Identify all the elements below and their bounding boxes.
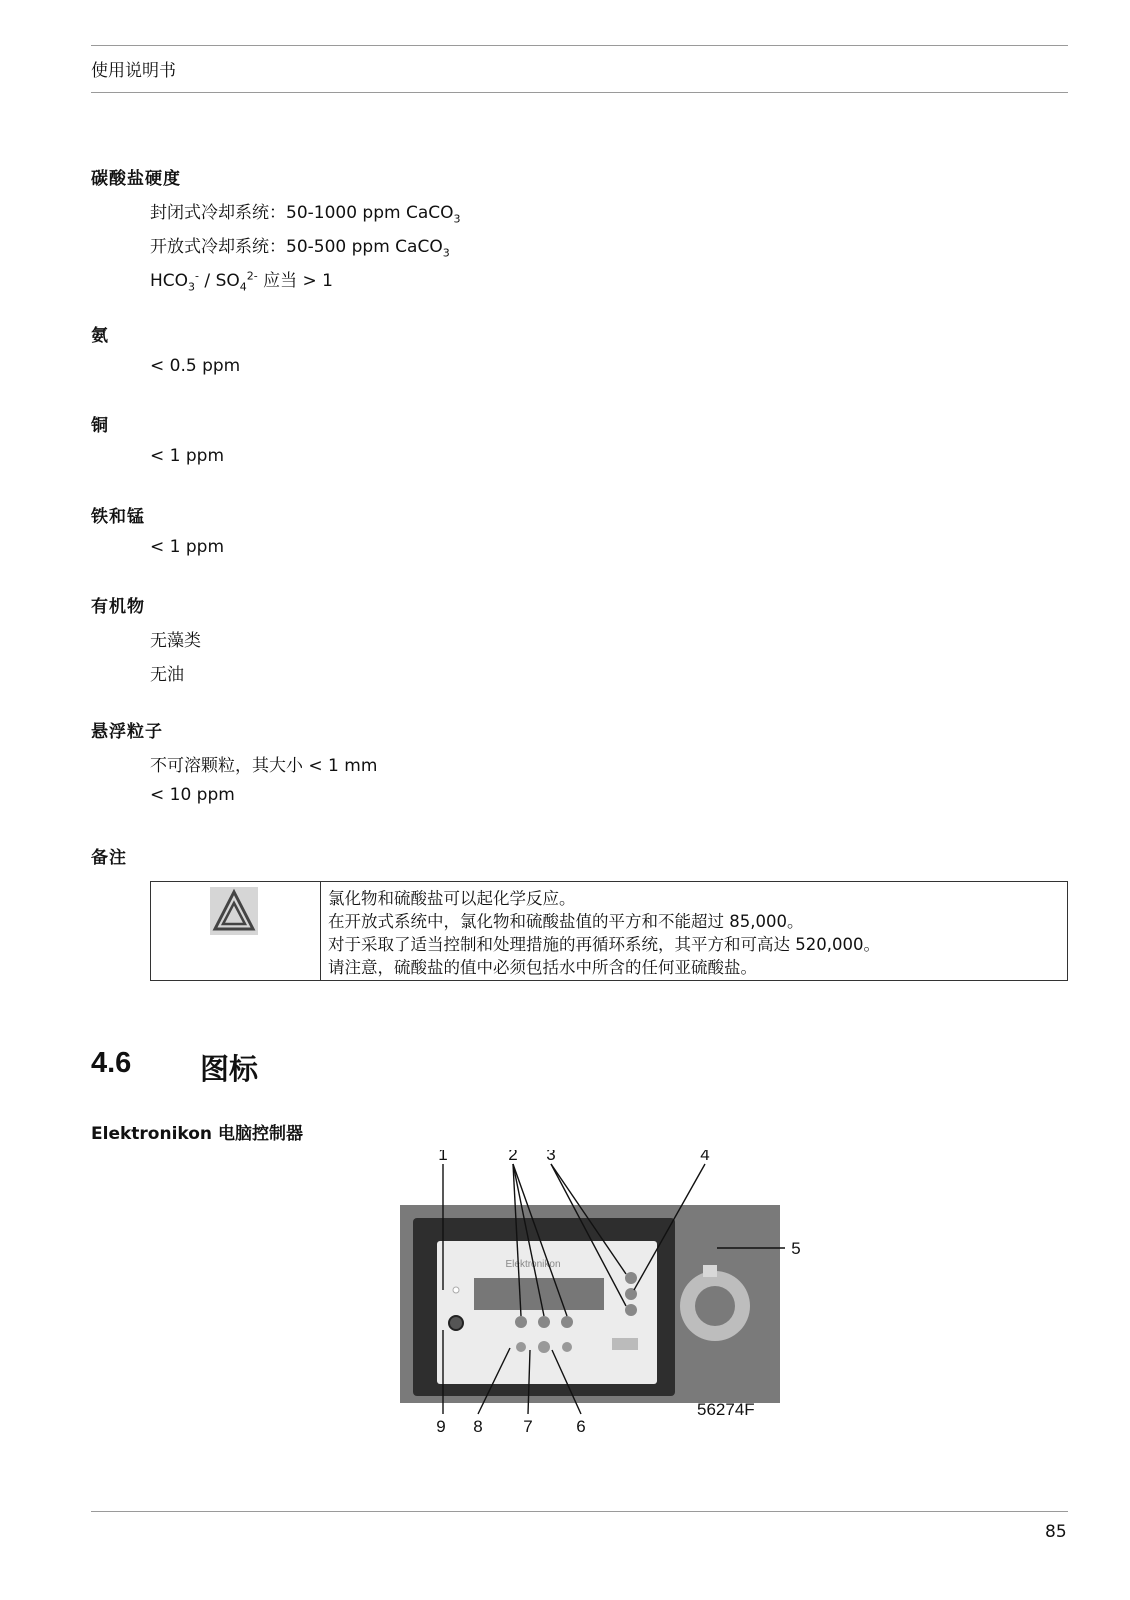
subscript: 3 xyxy=(442,246,450,260)
figure-title: Elektronikon 电脑控制器 xyxy=(91,1124,303,1144)
section-number: 4.6 xyxy=(91,1047,132,1079)
organic-heading: 有机物 xyxy=(91,597,145,617)
remark-table xyxy=(150,881,1068,981)
callout-number: 2 xyxy=(508,1150,518,1164)
brand-logo xyxy=(612,1338,638,1350)
stop-button xyxy=(516,1342,526,1352)
figure-code: 56274F xyxy=(697,1400,755,1419)
manual-title: 使用说明书 xyxy=(91,61,176,81)
start-button xyxy=(538,1341,550,1353)
so4-text: / SO xyxy=(199,271,240,291)
copper-value: < 1 ppm xyxy=(150,446,225,466)
subscript: 3 xyxy=(453,212,461,226)
iron-value: < 1 ppm xyxy=(150,537,225,557)
iron-heading: 铁和锰 xyxy=(91,507,145,527)
subscript: 4 xyxy=(239,280,247,294)
carbonate-heading: 碳酸盐硬度 xyxy=(91,169,181,189)
callout-number: 4 xyxy=(700,1150,710,1164)
table-divider xyxy=(320,882,321,980)
warning-icon xyxy=(210,887,258,935)
tab-button xyxy=(625,1288,637,1300)
hco3-text: HCO xyxy=(150,271,189,291)
page-number: 85 xyxy=(1045,1522,1067,1542)
section-title: 图标 xyxy=(200,1052,259,1086)
ammonia-value: < 0.5 ppm xyxy=(150,356,241,376)
header-top-rule xyxy=(91,45,1068,46)
mode-button xyxy=(562,1342,572,1352)
emergency-warning-sign xyxy=(703,1265,717,1277)
soft-button xyxy=(515,1316,527,1328)
brand-label: Elektronikon xyxy=(505,1259,561,1270)
remark-line: 请注意，硫酸盐的值中必须包括水中所含的任何亚硫酸盐。 xyxy=(328,958,757,977)
remark-line: 在开放式系统中，氯化物和硫酸盐值的平方和不能超过 85,000。 xyxy=(328,912,804,931)
carbonate-line-open-text: 开放式冷却系统：50-500 ppm CaCO xyxy=(150,237,443,257)
callout-number: 3 xyxy=(546,1150,556,1164)
particles-line-2: < 10 ppm xyxy=(150,785,235,805)
callout-number: 1 xyxy=(438,1150,448,1164)
remark-line: 对于采取了适当控制和处理措施的再循环系统，其平方和可高达 520,000。 xyxy=(328,935,880,954)
carbonate-line-open xyxy=(150,232,450,259)
callout-number: 5 xyxy=(791,1239,801,1258)
carbonate-line-closed xyxy=(150,198,461,225)
particles-heading: 悬浮粒子 xyxy=(91,722,163,742)
organic-line-2: 无油 xyxy=(150,665,184,685)
status-led xyxy=(453,1287,459,1293)
controller-figure xyxy=(380,1150,840,1450)
ratio-text: 应当 > 1 xyxy=(257,271,333,291)
power-button xyxy=(449,1316,463,1330)
callout-number: 6 xyxy=(576,1417,586,1436)
copper-heading: 铜 xyxy=(91,416,109,436)
remark-heading: 备注 xyxy=(91,848,127,868)
header-bottom-rule xyxy=(91,92,1068,93)
callout-number: 8 xyxy=(473,1417,483,1436)
subscript: 3 xyxy=(188,280,196,294)
scroll-up-button xyxy=(625,1272,637,1284)
particles-line-1: 不可溶颗粒，其大小 < 1 mm xyxy=(150,756,378,776)
carbonate-line-closed-text: 封闭式冷却系统：50-1000 ppm CaCO xyxy=(150,203,454,223)
carbonate-line-ratio xyxy=(150,266,333,293)
superscript: 2- xyxy=(246,269,258,283)
superscript: - xyxy=(195,269,200,283)
remark-text xyxy=(328,887,880,979)
footer-rule xyxy=(91,1511,1068,1512)
ammonia-heading: 氨 xyxy=(91,326,109,346)
organic-line-1: 无藻类 xyxy=(150,631,201,651)
soft-button xyxy=(538,1316,550,1328)
remark-line: 氯化物和硫酸盐可以起化学反应。 xyxy=(328,889,576,908)
emergency-stop-button xyxy=(695,1286,735,1326)
callout-number: 7 xyxy=(523,1417,533,1436)
callout-number: 9 xyxy=(436,1417,446,1436)
soft-button xyxy=(561,1316,573,1328)
scroll-down-button xyxy=(625,1304,637,1316)
